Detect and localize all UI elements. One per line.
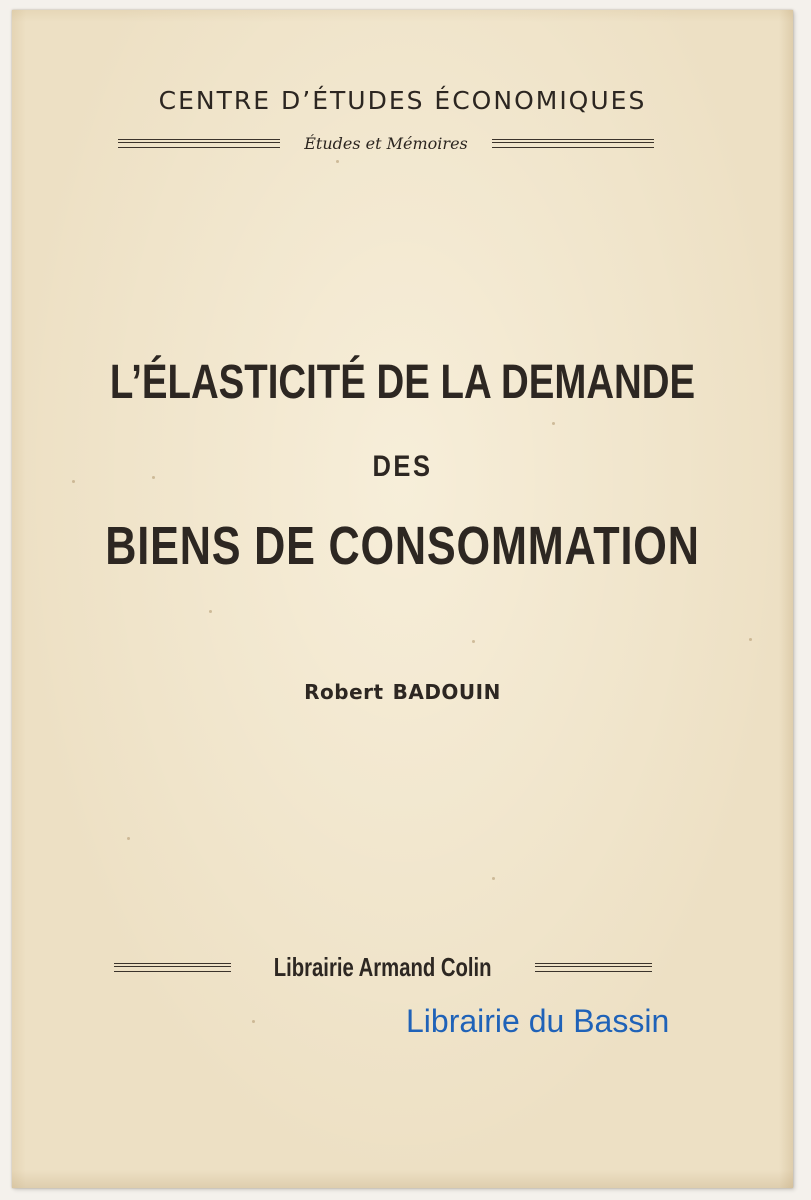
publisher-row (114, 952, 652, 982)
book-cover (12, 10, 793, 1188)
paper-speck (472, 640, 475, 643)
decorative-rule-left (118, 139, 280, 148)
publisher-name: Librairie Armand Colin (274, 951, 492, 982)
paper-speck (552, 422, 555, 425)
decorative-rule-right (492, 139, 654, 148)
author-name (12, 680, 793, 704)
book-title-line-2: DES (372, 450, 433, 483)
decorative-rule-right (535, 963, 652, 972)
author-first-name: Robert (304, 680, 384, 704)
book-title-line-3: BIENS DE CONSOMMATION (105, 516, 700, 576)
series-subtitle: Études et Mémoires (304, 133, 468, 153)
series-title: CENTRE D’ÉTUDES ÉCONOMIQUES (158, 86, 647, 115)
paper-speck (252, 1020, 255, 1023)
paper-speck (336, 160, 339, 163)
book-title-line-1: L’ÉLASTICITÉ DE LA DEMANDE (109, 356, 696, 409)
paper-speck (209, 610, 212, 613)
decorative-rule-left (114, 963, 231, 972)
paper-speck (749, 638, 752, 641)
series-subtitle-row (118, 132, 654, 154)
paper-speck (127, 837, 130, 840)
author-last-name: BADOUIN (392, 680, 501, 704)
seller-watermark: Librairie du Bassin (406, 1003, 670, 1039)
paper-speck (492, 877, 495, 880)
